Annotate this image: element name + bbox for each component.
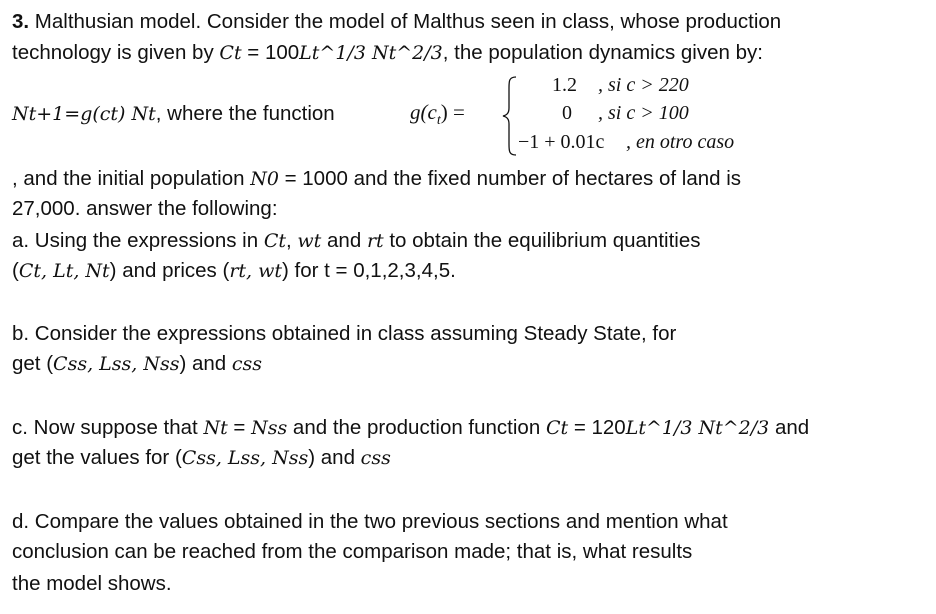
case-1-value: 1.2 (552, 74, 577, 96)
math-n0: N0 (250, 168, 279, 190)
part-b-line-1: b. Consider the expressions obtained in class assuming Steady State, for (12, 322, 677, 345)
math-production-expr: Lt^1/3 Nt^2/3 (299, 42, 443, 64)
title-line (12, 9, 781, 35)
technology-line: technology is given by Ct = 100Lt^1/3 Nt^2/3, the population dynamics given by: (12, 41, 763, 64)
part-d-line-2: conclusion can be reached from the comparison made; that is, what results (12, 540, 693, 563)
part-a-line-1: a. Using the expressions in Ct, wt and rt to obtain the equilibrium quantities (12, 229, 701, 252)
problem-number: 3. (12, 10, 30, 33)
part-d-line-1: d. Compare the values obtained in the two previous sections and mention what (12, 510, 728, 533)
case-1-condition: , si c > 220 (598, 74, 689, 96)
hectares-line: 27,000. answer the following: (12, 197, 278, 220)
part-d-line-3: the model shows. (12, 572, 172, 595)
case-3-value: −1 + 0.01c (518, 131, 605, 153)
part-b-line-2: get (Css, Lss, Nss) and css (12, 352, 263, 375)
case-2-value: 0 (562, 102, 572, 124)
left-brace (502, 76, 518, 156)
math-ct: Ct (219, 42, 242, 64)
title-text: Malthusian model. Consider the model of Malthus seen in class, whose production (29, 10, 782, 33)
g-function-label: $g(c_t)$ = (410, 100, 465, 129)
case-3-condition: , en otro caso (626, 131, 735, 153)
part-c-line-1: c. Now suppose that Nt = Nss and the production function Ct = 120Lt^1/3 Nt^2/3 and (12, 416, 810, 439)
math-dynamics: Nt+1=g(ct) Nt (12, 103, 156, 125)
initial-population-line: , and the initial population N0 = 1000 and the fixed number of hectares of land is (12, 167, 742, 190)
case-2-condition: , si c > 100 (598, 102, 689, 124)
part-a-line-2: (Ct, Lt, Nt) and prices (rt, wt) for t = 0,1,2,3,4,5. (12, 259, 456, 282)
part-c-line-2: get the values for (Css, Lss, Nss) and css (12, 446, 391, 469)
dynamics-line: Nt+1=g(ct) Nt, where the function (12, 102, 335, 125)
